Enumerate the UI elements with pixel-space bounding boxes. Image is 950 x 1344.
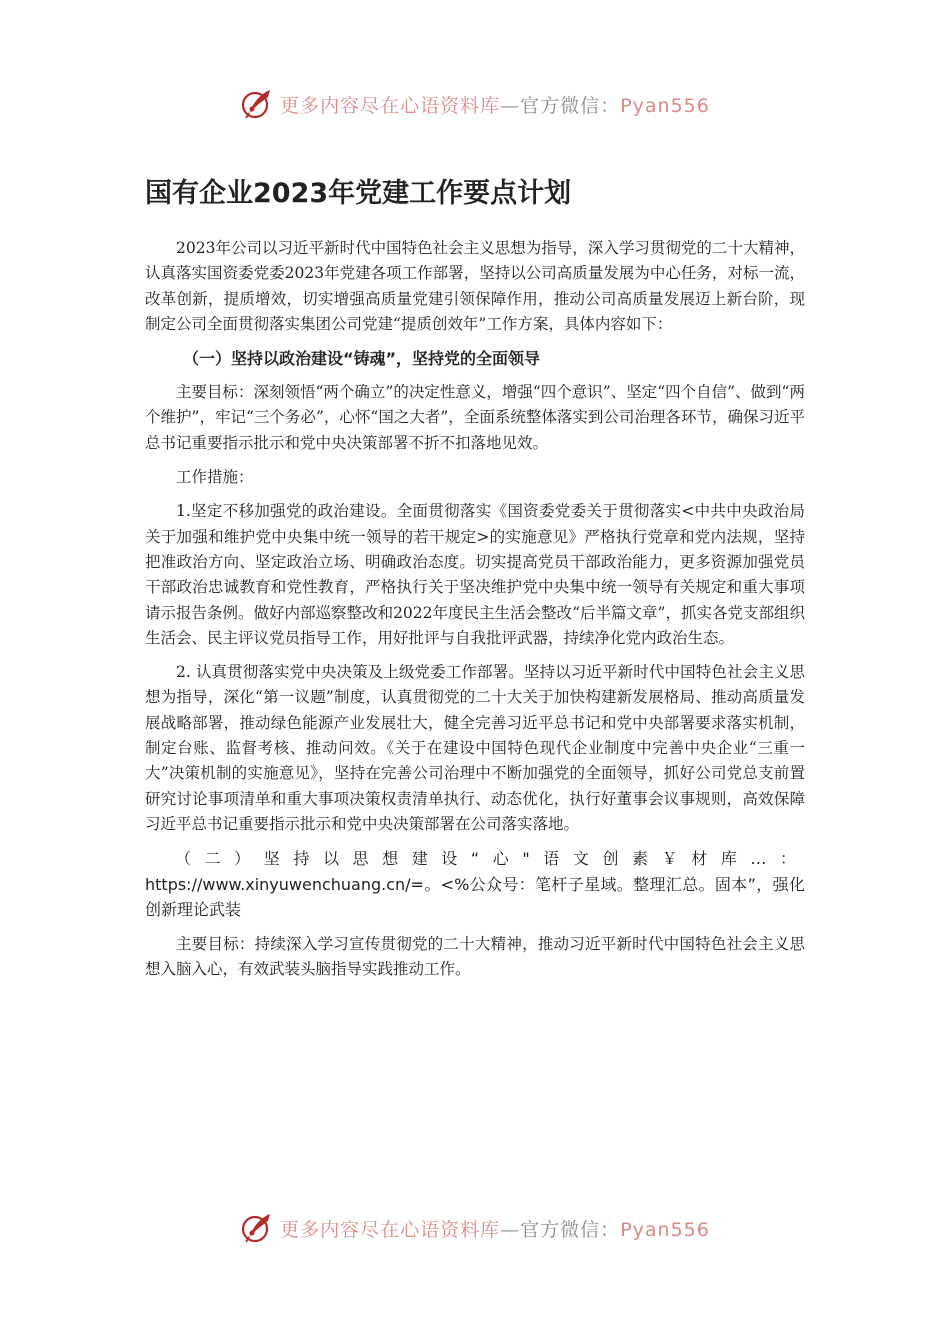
section1-item1: 1.坚定不移加强党的政治建设。全面贯彻落实《国资委党委关于贯彻落实<中共中央政治局关于加强和维护党中央集中统一领导的若干规定>的实施意见》严格执行党章和党内法规，坚持把准政治方向、坚定政治立场、明确政治态度。切实提高党员干部政治能力，更多资源加强党员干部政治忠诚教育和党性教育，严格执行关于坚决维护党中央集中统一领导有关规定和重大事项请示报告条例。做好内部巡察整改和2022年度民主生活会整改“后半篇文章”，抓实各党支部组织生活会、民主评议党员指导工作，用好批评与自我批评武器，持续净化党内政治生态。: [145, 502, 805, 647]
document-body: [145, 172, 805, 991]
banner-wechat-id: Pyan556: [620, 94, 710, 117]
banner-text-bottom: [280, 1215, 710, 1242]
banner-dash: —: [500, 94, 521, 117]
document-title: 国有企业2023年党建工作要点计划: [145, 178, 572, 209]
banner-wechat-label: 官方微信：: [520, 1218, 621, 1241]
quill-logo-icon: [240, 1211, 274, 1245]
banner-text: [280, 91, 710, 118]
banner-dash: —: [500, 1218, 521, 1241]
section2-heading-rest: https://www.xinyuwenchuang.cn/=。<%公众号：笔杆子星域。整理汇总。固本”，强化创新理论武装: [145, 874, 805, 920]
quill-logo-icon: [240, 87, 274, 121]
banner-inner-bottom: [240, 1211, 710, 1245]
banner-wechat-label: 官方微信：: [520, 94, 621, 117]
intro-paragraph: 2023年公司以习近平新时代中国特色社会主义思想为指导，深入学习贯彻党的二十大精神，认真落实国资委党委2023年党建各项工作部署，坚持以公司高质量发展为中心任务，对标一流，改革创新，提质增效，切实增强高质量党建引领保障作用，推动公司高质量发展迈上新台阶，现制定公司全面贯彻落实集团公司党建“提质创效年”工作方案，具体内容如下：: [145, 239, 805, 333]
banner-inner: [240, 87, 710, 121]
section1-goal: 主要目标：深刻领悟“两个确立”的决定性意义，增强“四个意识”、坚定“四个自信”、做到“两个维护”，牢记“三个务必”，心怀“国之大者”，全面系统整体落实到公司治理各环节，确保习近平总书记重要指示批示和党中央决策部署不折不扣落地见效。: [145, 383, 805, 452]
banner-main-text: 更多内容尽在心语资料库: [280, 1218, 501, 1241]
footer-watermark-banner: [0, 1208, 950, 1248]
header-watermark-banner: [0, 84, 950, 124]
banner-main-text: 更多内容尽在心语资料库: [280, 94, 501, 117]
section2-heading-spread: （二）坚持以思想建设“心"语文创素￥材库…：: [175, 849, 805, 869]
section1-item2: 2. 认真贯彻落实党中央决策及上级党委工作部署。坚持以习近平新时代中国特色社会主义思想为指导，深化“第一议题”制度，认真贯彻党的二十大关于加快构建新发展格局、推动高质量发展战略部署，推动绿色能源产业发展壮大，健全完善习近平总书记和党中央部署要求落实机制，制定台账、监督考核、推动问效。《关于在建设中国特色现代企业制度中完善中央企业“三重一大”决策机制的实施意见》，坚持在完善公司治理中不断加强党的全面领导，抓好公司党总支前置研究讨论事项清单和重大事项决策权责清单执行、动态优化，执行好董事会议事规则，高效保障习近平总书记重要指示批示和党中央决策部署在公司落实落地。: [145, 663, 805, 833]
section2-heading: [145, 846, 805, 923]
section2-goal: 主要目标：持续深入学习宣传贯彻党的二十大精神，推动习近平新时代中国特色社会主义思想入脑入心，有效武装头脑指导实践推动工作。: [145, 934, 805, 979]
section1-heading: （一）坚持以政治建设“铸魂”，坚持党的全面领导: [183, 349, 541, 369]
banner-wechat-id: Pyan556: [620, 1218, 710, 1241]
section1-measures-label: 工作措施：: [176, 468, 254, 487]
